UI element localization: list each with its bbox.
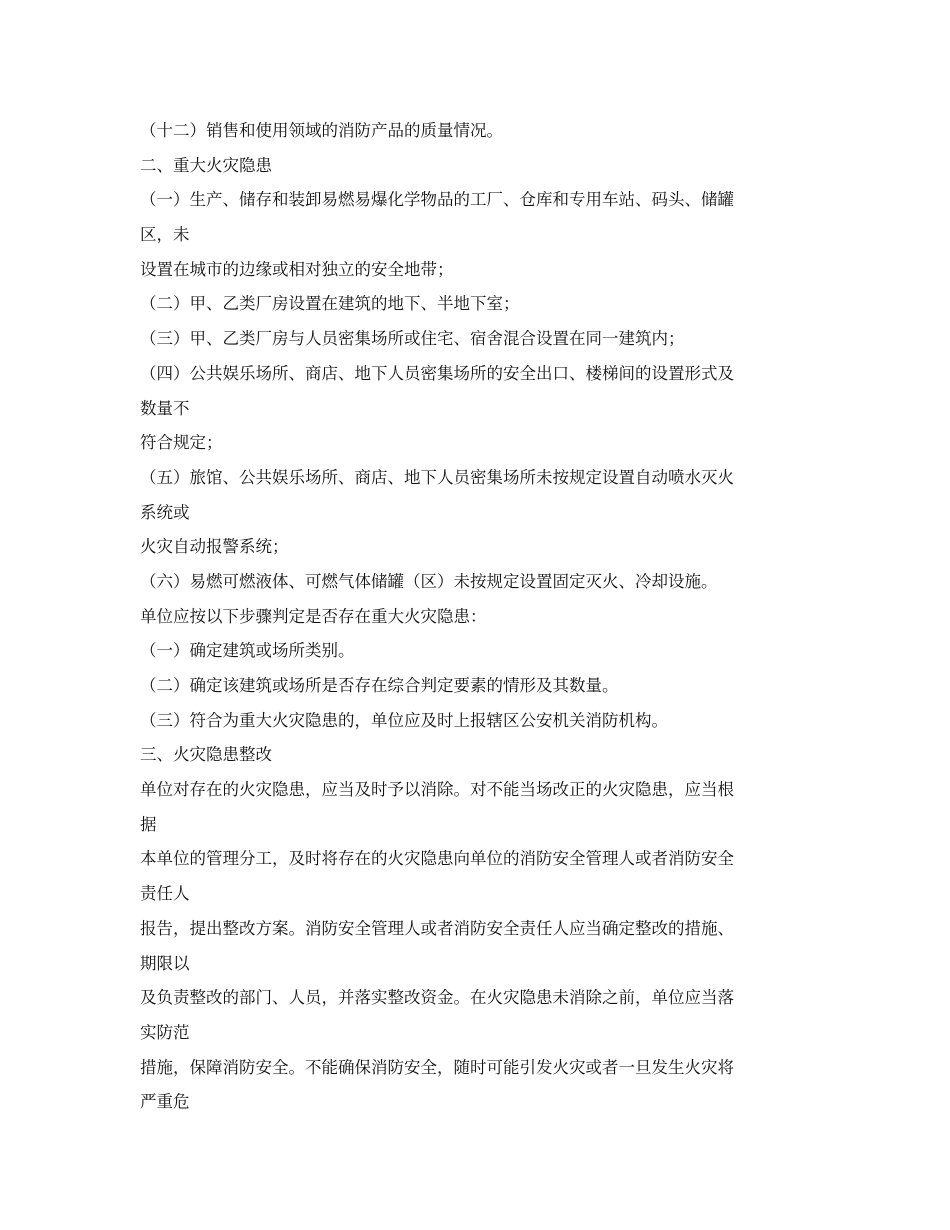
- text-line: （二）确定该建筑或场所是否存在综合判定要素的情形及其数量。: [140, 676, 619, 695]
- text-line: 报告，提出整改方案。消防安全管理人或者消防安全责任人应当确定整改的措施、: [140, 918, 734, 938]
- text-line: 火灾自动报警系统；: [140, 537, 289, 557]
- text-line: （十二）销售和使用领域的消防产品的质量情况。: [140, 121, 503, 140]
- text-line: 单位应按以下步骤判定是否存在重大火灾隐患：: [140, 606, 487, 626]
- text-line: 系统或: [140, 502, 190, 522]
- document-body: [140, 114, 820, 1120]
- text-line: 据: [140, 814, 157, 834]
- text-line: 设置在城市的边缘或相对独立的安全地带；: [140, 259, 454, 279]
- text-line: 实防范: [140, 1022, 190, 1042]
- text-line: （二）甲、乙类厂房设置在建筑的地下、半地下室；: [140, 294, 520, 314]
- text-line: 措施，保障消防安全。不能确保消防安全，随时可能引发火灾或者一旦发生火灾将: [140, 1057, 734, 1077]
- text-line: （五）旅馆、公共娱乐场所、商店、地下人员密集场所未按规定设置自动喷水灭火: [140, 467, 734, 487]
- text-line: （四）公共娱乐场所、商店、地下人员密集场所的安全出口、楼梯间的设置形式及: [140, 363, 734, 383]
- text-line: （一）生产、储存和装卸易燃易爆化学物品的工厂、仓库和专用车站、码头、储罐: [140, 190, 734, 210]
- text-line: 本单位的管理分工，及时将存在的火灾隐患向单位的消防安全管理人或者消防安全: [140, 849, 734, 869]
- text-line: （三）符合为重大火灾隐患的，单位应及时上报辖区公安机关消防机构。: [140, 710, 668, 730]
- text-line: （六）易燃可燃液体、可燃气体储罐（区）未按规定设置固定灭火、冷却设施。: [140, 571, 718, 591]
- text-line: 数量不: [140, 398, 190, 418]
- text-line: 严重危: [140, 1092, 190, 1112]
- text-line: 及负责整改的部门、人员，并落实整改资金。在火灾隐患未消除之前，单位应当落: [140, 988, 734, 1008]
- text-line: 区，未: [140, 225, 190, 245]
- text-line: 期限以: [140, 953, 190, 973]
- section-heading: 二、重大火灾隐患: [140, 155, 272, 175]
- text-line: （一）确定建筑或场所类别。: [140, 641, 355, 661]
- text-line: （三）甲、乙类厂房与人员密集场所或住宅、宿舍混合设置在同一建筑内；: [140, 329, 685, 349]
- section-heading: 三、火灾隐患整改: [140, 745, 272, 765]
- text-line: 单位对存在的火灾隐患，应当及时予以消除。对不能当场改正的火灾隐患，应当根: [140, 780, 734, 800]
- text-line: 责任人: [140, 884, 190, 904]
- text-line: 符合规定；: [140, 433, 223, 453]
